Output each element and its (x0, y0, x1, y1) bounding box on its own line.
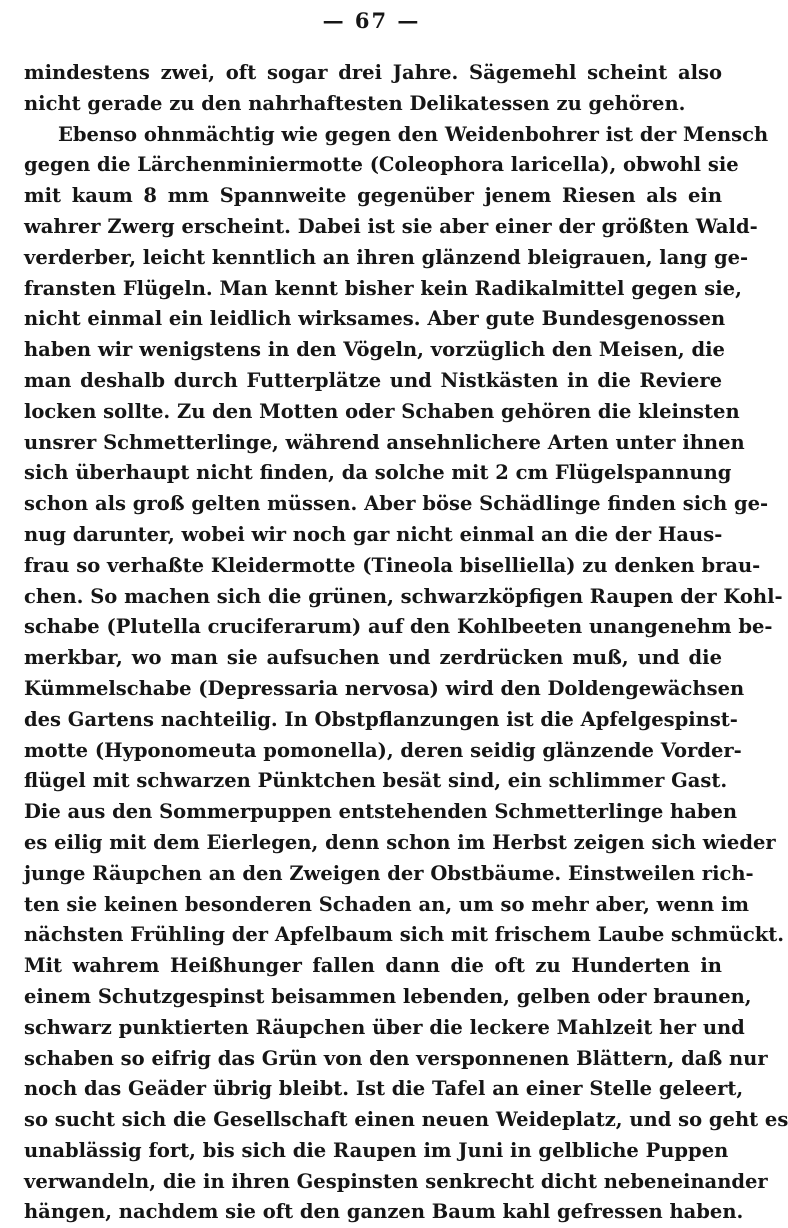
text-line: noch das Geäder übrig bleibt. Ist die Tafel an einer Stelle geleert, (24, 1077, 744, 1101)
text-line: schwarz punktierten Räupchen über die leckere Mahlzeit her und (24, 1015, 745, 1039)
text-line: chen. So machen sich die grünen, schwarzköpfigen Raupen der Kohl- (24, 584, 783, 608)
text-line: des Gartens nachteilig. In Obstpflanzungen ist die Apfelgespinst- (24, 707, 738, 731)
text-line: es eilig mit dem Eierlegen, denn schon im Herbst zeigen sich wieder (24, 830, 776, 854)
text-line: Kümmelschabe (Depressaria nervosa) wird den Doldengewächsen (24, 676, 745, 700)
body-text (24, 58, 788, 1228)
text-line: nicht einmal ein leidlich wirksames. Aber gute Bundesgenossen (24, 307, 726, 331)
text-line: merkbar, wo man sie aufsuchen und zerdrücken muß, und die (24, 646, 722, 670)
text-line: schon als groß gelten müssen. Aber böse Schädlinge finden sich ge- (24, 492, 769, 516)
text-line: frau so verhaßte Kleidermotte (Tineola biselliella) zu denken brau- (24, 553, 761, 577)
text-line: mit kaum 8 mm Spannweite gegenüber jenem Riesen als ein (24, 184, 722, 208)
text-line: Mit wahrem Heißhunger fallen dann die oft zu Hunderten in (24, 954, 722, 978)
text-line: einem Schutzgespinst beisammen lebenden, gelben oder braunen, (24, 984, 752, 1008)
text-line: junge Räupchen an den Zweigen der Obstbäume. Einstweilen rich- (24, 861, 754, 885)
text-line: locken sollte. Zu den Motten oder Schaben gehören die kleinsten (24, 399, 740, 423)
text-line: motte (Hyponomeuta pomonella), deren seidig glänzende Vorder- (24, 738, 742, 762)
text-line: verderber, leicht kenntlich an ihren glänzend bleigrauen, lang ge- (24, 245, 749, 269)
text-line: so sucht sich die Gesellschaft einen neuen Weideplatz, und so geht es (24, 1108, 788, 1132)
page-number: — 67 — (322, 8, 421, 33)
text-line: haben wir wenigstens in den Vögeln, vorzüglich den Meisen, die (24, 338, 725, 362)
text-line: verwandeln, die in ihren Gespinsten senkrecht dicht nebeneinander (24, 1169, 768, 1193)
text-line: nicht gerade zu den nahrhaftesten Delikatessen zu gehören. (24, 91, 686, 115)
text-line: sich überhaupt nicht finden, da solche mit 2 cm Flügelspannung (24, 461, 732, 485)
text-line: mindestens zwei, oft sogar drei Jahre. Sägemehl scheint also (24, 61, 722, 84)
text-line: unsrer Schmetterlinge, während ansehnlichere Arten unter ihnen (24, 430, 745, 454)
text-line: gegen die Lärchenminiermotte (Coleophora laricella), obwohl sie (24, 153, 739, 177)
text-line: unablässig fort, bis sich die Raupen im Juni in gelbliche Puppen (24, 1138, 729, 1162)
text-line: nug darunter, wobei wir noch gar nicht einmal an die der Haus- (24, 522, 723, 546)
text-line: hängen, nachdem sie oft den ganzen Baum kahl gefressen haben. (24, 1200, 744, 1224)
text-line: ten sie keinen besonderen Schaden an, um so mehr aber, wenn im (24, 892, 750, 916)
text-line: wahrer Zwerg erscheint. Dabei ist sie aber einer der größten Wald- (24, 214, 758, 238)
text-line: schaben so eifrig das Grün von den versponnenen Blättern, daß nur (24, 1046, 768, 1070)
text-line: nächsten Frühling der Apfelbaum sich mit frischem Laube schmückt. (24, 923, 785, 947)
text-line: schabe (Plutella cruciferarum) auf den Kohlbeeten unangenehm be- (24, 615, 773, 639)
text-line: man deshalb durch Futterplätze und Nistkästen in die Reviere (24, 368, 722, 392)
text-line: fransten Flügeln. Man kennt bisher kein Radikalmittel gegen sie, (24, 276, 742, 300)
text-line: flügel mit schwarzen Pünktchen besät sind, ein schlimmer Gast. (24, 769, 728, 793)
paragraph-start-line: Ebenso ohnmächtig wie gegen den Weidenbohrer ist der Mensch (58, 122, 769, 146)
text-line: Die aus den Sommerpuppen entstehenden Schmetterlinge haben (24, 800, 738, 824)
